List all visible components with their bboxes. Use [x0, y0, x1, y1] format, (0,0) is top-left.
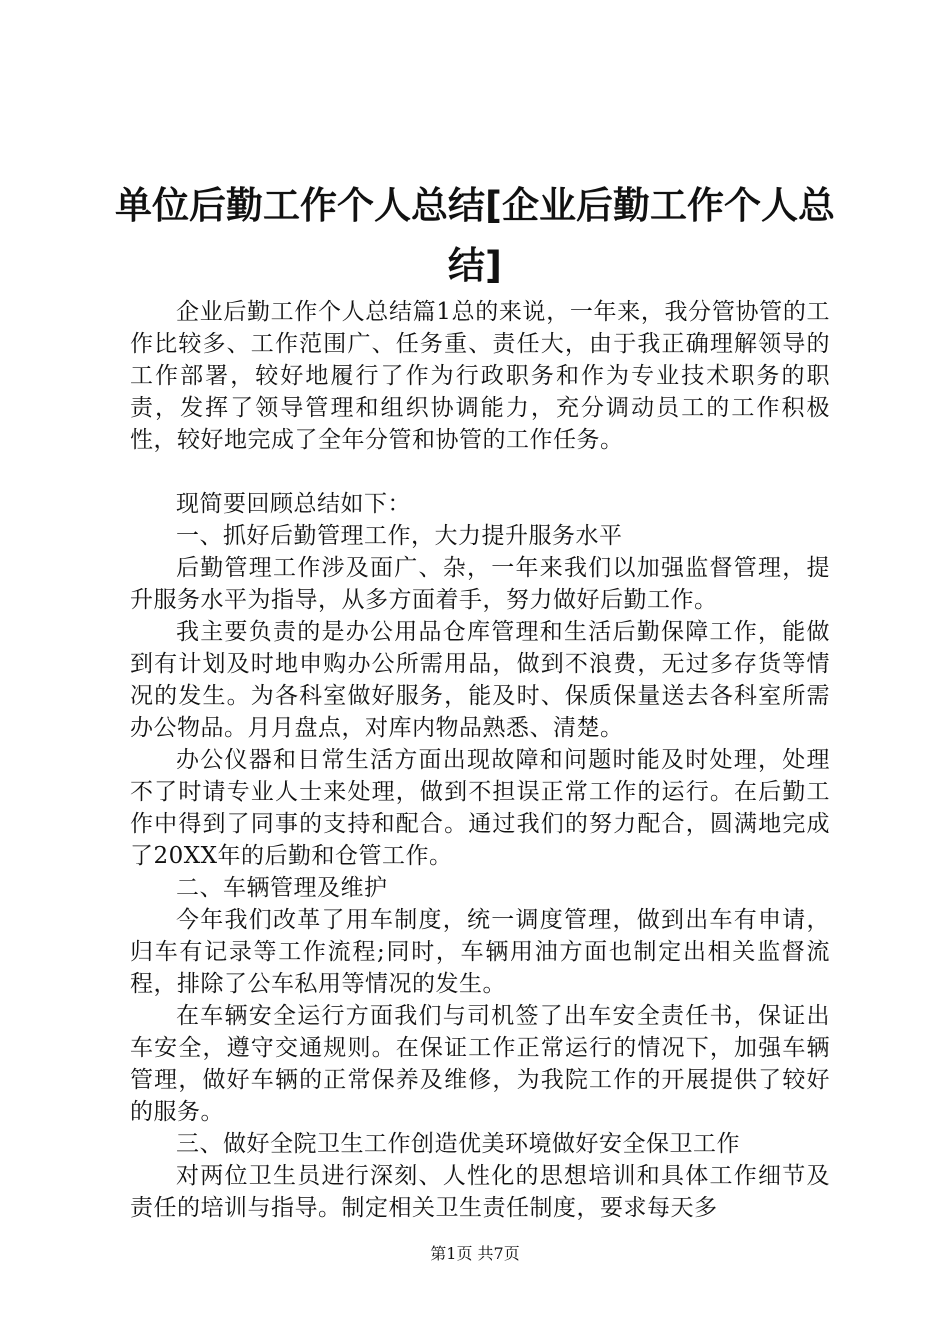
paragraph: 办公仪器和日常生活方面出现故障和问题时能及时处理，处理不了时请专业人士来处理，做到不担误正常工作的运行。在后勤工作中得到了同事的支持和配合。通过我们的努力配合，圆满地完成了20XX年的后勤和仓管工作。 [130, 747, 830, 869]
paragraph: 今年我们改革了用车制度，统一调度管理，做到出车有申请，归车有记录等工作流程;同时，车辆用油方面也制定出相关监督流程，排除了公车私用等情况的发生。 [130, 907, 830, 997]
section-heading: 二、车辆管理及维护 [176, 875, 388, 901]
paragraph: 企业后勤工作个人总结篇1总的来说，一年来，我分管协管的工作比较多、工作范围广、任务重、责任大，由于我正确理解领导的工作部署，较好地履行了作为行政职务和作为专业技术职务的职责，发挥了领导管理和组织协调能力，充分调动员工的工作积极性，较好地完成了全年分管和协管的工作任务。 [130, 299, 830, 453]
paragraph: 对两位卫生员进行深刻、人性化的思想培训和具体工作细节及责任的培训与指导。制定相关卫生责任制度，要求每天多 [130, 1163, 830, 1221]
page-number-footer: 第1页 共7页 [430, 1244, 520, 1263]
document-title: 单位后勤工作个人总结[企业后勤工作个人总结] [115, 184, 835, 287]
paragraph: 后勤管理工作涉及面广、杂，一年来我们以加强监督管理，提升服务水平为指导，从多方面着手，努力做好后勤工作。 [130, 555, 830, 613]
paragraph: 我主要负责的是办公用品仓库管理和生活后勤保障工作，能做到有计划及时地申购办公所需用品，做到不浪费，无过多存货等情况的发生。为各科室做好服务，能及时、保质保量送去各科室所需办公物品。月月盘点，对库内物品熟悉、清楚。 [130, 619, 830, 741]
paragraph: 在车辆安全运行方面我们与司机签了出车安全责任书，保证出车安全，遵守交通规则。在保证工作正常运行的情况下，加强车辆管理，做好车辆的正常保养及维修，为我院工作的开展提供了较好的服务。 [130, 1003, 830, 1125]
section-heading: 一、抓好后勤管理工作，大力提升服务水平 [176, 523, 623, 549]
document-body [130, 296, 830, 1224]
section-heading: 三、做好全院卫生工作创造优美环境做好安全保卫工作 [176, 1131, 740, 1157]
paragraph: 现简要回顾总结如下： [176, 491, 411, 517]
